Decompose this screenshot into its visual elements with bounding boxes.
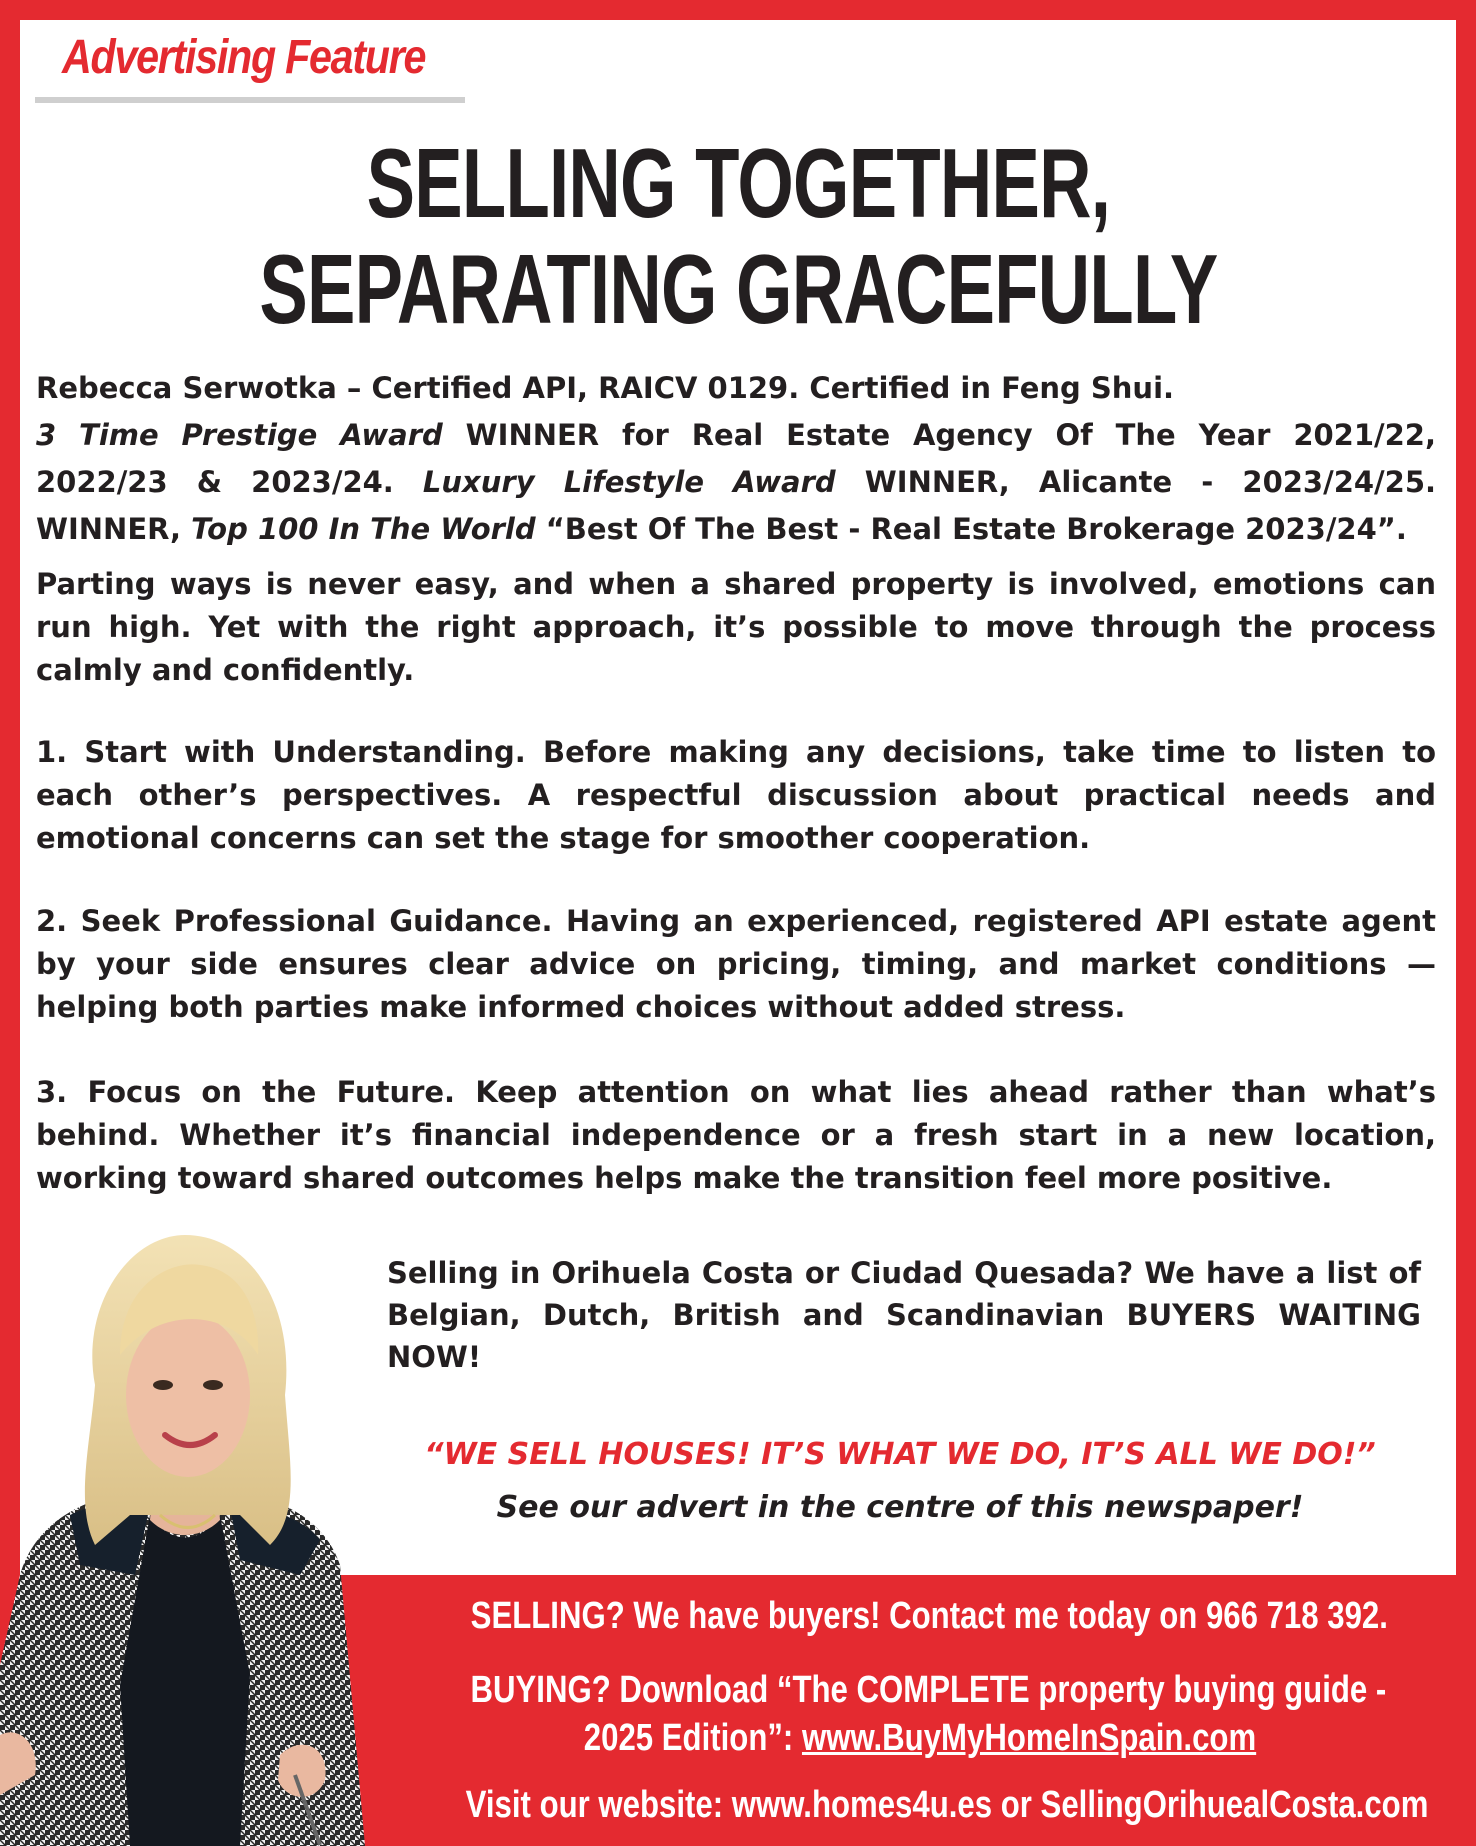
feature-label-underline xyxy=(35,97,465,103)
award-line-3 xyxy=(36,506,1436,553)
advertising-feature-label: Advertising Feature xyxy=(62,31,426,84)
intro-line: calmly and confidently. xyxy=(36,653,415,687)
award-text-top100: “Best Of The Best - Real Estate Brokerage 2023/24”. xyxy=(535,512,1407,546)
agent-name-line: Rebecca Serwotka – Certified API, RAICV 0129. Certified in Feng Shui. xyxy=(36,371,1175,405)
step-line: emotional concerns can set the stage for smoother cooperation. xyxy=(36,821,1091,855)
company-slogan: “WE SELL HOUSES! IT’S WHAT WE DO, IT’S ALL WE DO!” xyxy=(424,1437,1376,1472)
advert-note: See our advert in the centre of this newspaper! xyxy=(496,1490,1304,1525)
award-prefix-top100: WINNER, xyxy=(36,512,192,546)
buying-cta-prefix: 2025 Edition”: xyxy=(583,1717,802,1759)
award-title-prestige: 3 Time Prestige Award xyxy=(36,418,443,452)
step-line: 2. Seek Professional Guidance. Having an experienced, registered API estate agent xyxy=(36,904,1436,938)
intro-paragraph xyxy=(36,563,1436,692)
selling-cta-text: SELLING? We have buyers! Contact me today on 966 718 392. xyxy=(470,1595,1388,1637)
intro-line: run high. Yet with the right approach, it’s possible to move through the process xyxy=(36,610,1436,644)
step-line: helping both parties make informed choices without added stress. xyxy=(36,990,1126,1024)
step-line: behind. Whether it’s financial independence or a fresh start in a new location, xyxy=(36,1118,1436,1152)
step-2-paragraph xyxy=(36,900,1436,1029)
buying-cta-line-1: BUYING? Download “The COMPLETE property buying guide - xyxy=(470,1669,1387,1711)
step-3-paragraph xyxy=(36,1071,1436,1200)
website-call-to-action xyxy=(360,1781,1470,1829)
award-text-prestige: WINNER for Real Estate Agency Of The Year 2021/22, xyxy=(442,418,1436,452)
step-line: each other’s perspectives. A respectful discussion about practical needs and xyxy=(36,778,1436,812)
buyers-line: Selling in Orihuela Costa or Ciudad Quesada? We have a list of xyxy=(387,1256,1421,1290)
award-years: 2022/23 & 2023/24. xyxy=(36,465,423,499)
step-line: working toward shared outcomes helps make the transition feel more positive. xyxy=(36,1161,1333,1195)
buying-cta-line-2 xyxy=(584,1714,1256,1762)
buyers-line: NOW! xyxy=(387,1340,482,1374)
agent-portrait-photo xyxy=(0,1215,370,1846)
step-line: 3. Focus on the Future. Keep attention on what lies ahead rather than what’s xyxy=(36,1075,1436,1109)
buyers-line: Belgian, Dutch, British and Scandinavian BUYERS WAITING xyxy=(387,1298,1421,1332)
buyers-waiting-paragraph xyxy=(387,1252,1421,1378)
headline xyxy=(20,130,1456,342)
award-text-luxury: WINNER, Alicante - 2023/24/25. xyxy=(835,465,1437,499)
award-title-top100: Top 100 In The World xyxy=(191,512,536,546)
award-line-1 xyxy=(36,412,1436,459)
step-line: by your side ensures clear advice on pricing, timing, and market conditions — xyxy=(36,947,1436,981)
step-1-paragraph xyxy=(36,731,1436,860)
intro-line: Parting ways is never easy, and when a shared property is involved, emotions can xyxy=(36,567,1436,601)
agent-credentials xyxy=(36,365,1436,553)
headline-line-2: SEPARATING GRACEFULLY xyxy=(258,234,1218,344)
award-title-luxury: Luxury Lifestyle Award xyxy=(422,465,836,499)
buying-call-to-action xyxy=(370,1666,1470,1762)
website-cta-text[interactable]: Visit our website: www.homes4u.es or SellingOrihuealCosta.com xyxy=(465,1784,1429,1826)
headline-line-1: SELLING TOGETHER, xyxy=(366,128,1110,238)
award-line-2 xyxy=(36,459,1436,506)
buying-guide-link[interactable]: www.BuyMyHomeInSpain.com xyxy=(801,1717,1257,1759)
selling-call-to-action xyxy=(370,1592,1470,1640)
step-line: 1. Start with Understanding. Before making any decisions, take time to listen to xyxy=(36,735,1436,769)
